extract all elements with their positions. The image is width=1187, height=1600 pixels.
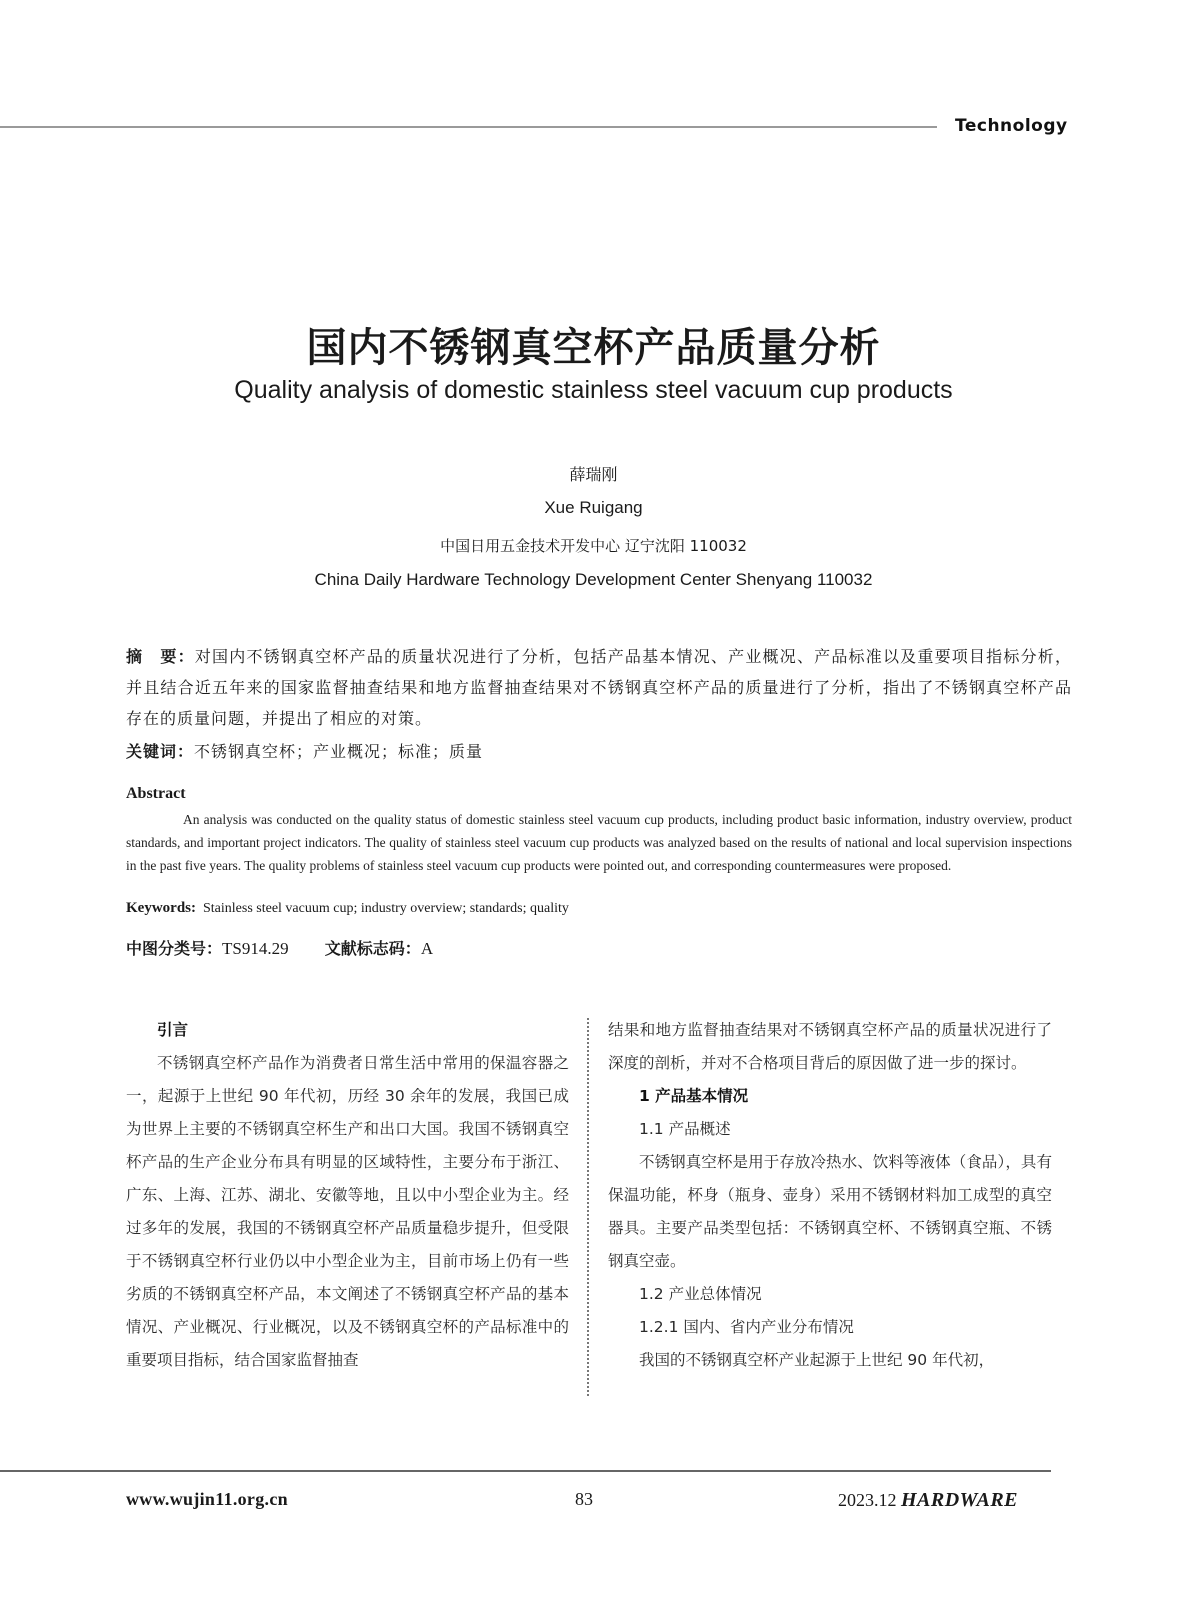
article-title-cn: 国内不锈钢真空杯产品质量分析 <box>306 325 881 371</box>
abstract-cn-text: 对国内不锈钢真空杯产品的质量状况进行了分析，包括产品基本情况、产业概况、产品标准以及重要项目指标分析，并且结合近五年来的国家监督抽查结果和地方监督抽查结果对不锈钢真空杯产品的质量进行了分析，指出了不锈钢真空杯产品存在的质量问题，并提出了相应的对策。 <box>126 647 1072 728</box>
issue-date: 2023.12 <box>838 1490 897 1510</box>
footer-issue <box>838 1489 1018 1512</box>
doc-code-value: A <box>420 939 434 958</box>
keywords-en <box>126 900 1072 917</box>
body-column-left <box>126 1014 569 1377</box>
section-tag: Technology <box>955 116 1068 136</box>
abstract-cn-label: 摘 要： <box>126 647 195 666</box>
section-1-2-1-heading: 1.2.1 国内、省内产业分布情况 <box>639 1318 854 1336</box>
keywords-cn-text: 不锈钢真空杯；产业概况；标准；质量 <box>194 742 484 761</box>
affiliation-en: China Daily Hardware Technology Development Center Shenyang 110032 <box>314 570 873 589</box>
intro-continuation: 结果和地方监督抽查结果对不锈钢真空杯产品的质量状况进行了深度的剖析，并对不合格项目背后的原因做了进一步的探讨。 <box>608 1021 1052 1072</box>
section-1-1-paragraph: 不锈钢真空杯是用于存放冷热水、饮料等液体（食品），具有保温功能，杯身（瓶身、壶身）采用不锈钢材料加工成型的真空器具。主要产品类型包括：不锈钢真空杯、不锈钢真空瓶、不锈钢真空壶。 <box>608 1153 1052 1270</box>
author-name-en: Xue Ruigang <box>544 498 643 517</box>
abstract-en-heading: Abstract <box>126 785 186 802</box>
affiliation-cn: 中国日用五金技术开发中心 辽宁沈阳 110032 <box>440 537 747 555</box>
footer-website: www.wujin11.org.cn <box>126 1489 288 1509</box>
article-title-en: Quality analysis of domestic stainless steel vacuum cup products <box>234 376 953 404</box>
keywords-cn <box>126 736 1072 767</box>
doc-code-label: 文献标志码： <box>324 939 421 958</box>
intro-heading: 引言 <box>157 1021 189 1039</box>
column-divider <box>587 1018 589 1396</box>
section-1-2-1-paragraph: 我国的不锈钢真空杯产业起源于上世纪 90 年代初， <box>639 1351 995 1369</box>
abstract-cn <box>126 641 1072 734</box>
keywords-en-text: Stainless steel vacuum cup; industry overview; standards; quality <box>203 901 569 916</box>
clc-label: 中图分类号： <box>126 939 223 958</box>
keywords-cn-label: 关键词： <box>126 742 195 761</box>
section-1-heading: 1 产品基本情况 <box>639 1087 749 1105</box>
footer-rule <box>0 1470 1051 1472</box>
author-name-cn: 薛瑞刚 <box>569 465 618 484</box>
section-1-2-heading: 1.2 产业总体情况 <box>639 1285 762 1303</box>
journal-name: HARDWARE <box>901 1489 1018 1511</box>
intro-paragraph: 不锈钢真空杯产品作为消费者日常生活中常用的保温容器之一，起源于上世纪 90 年代初，历经 30 余年的发展，我国已成为世界上主要的不锈钢真空杯生产和出口大国。我国不锈钢真空杯产品的生产企业分布具有明显的区域特性，主要分布于浙江、广东、上海、江苏、湖北、安徽等地，且以中小型企业为主。经过多年的发展，我国的不锈钢真空杯产品质量稳步提升，但受限于不锈钢真空杯行业仍以中小型企业为主，目前市场上仍有一些劣质的不锈钢真空杯产品，本文阐述了不锈钢真空杯产品的基本情况、产业概况、行业概况，以及不锈钢真空杯的产品标准中的重要项目指标，结合国家监督抽查 <box>126 1054 569 1369</box>
clc-value: TS914.29 <box>222 939 289 958</box>
body-column-right <box>608 1014 1052 1377</box>
header-rule <box>0 126 937 128</box>
abstract-en-text: An analysis was conducted on the quality status of domestic stainless steel vacuum cup products, including product basic information, industry overview, product standards, and important project indicators. The quality of stainless steel vacuum cup products was analyzed based on the results of national and local supervision inspections in the past five years. The quality problems of stainless steel vacuum cup products were pointed out, and corresponding countermeasures were proposed. <box>126 812 1072 873</box>
keywords-en-label: Keywords: <box>126 900 196 916</box>
section-1-1-heading: 1.1 产品概述 <box>639 1120 731 1138</box>
page-number: 83 <box>575 1489 593 1509</box>
classification-line <box>126 936 433 959</box>
